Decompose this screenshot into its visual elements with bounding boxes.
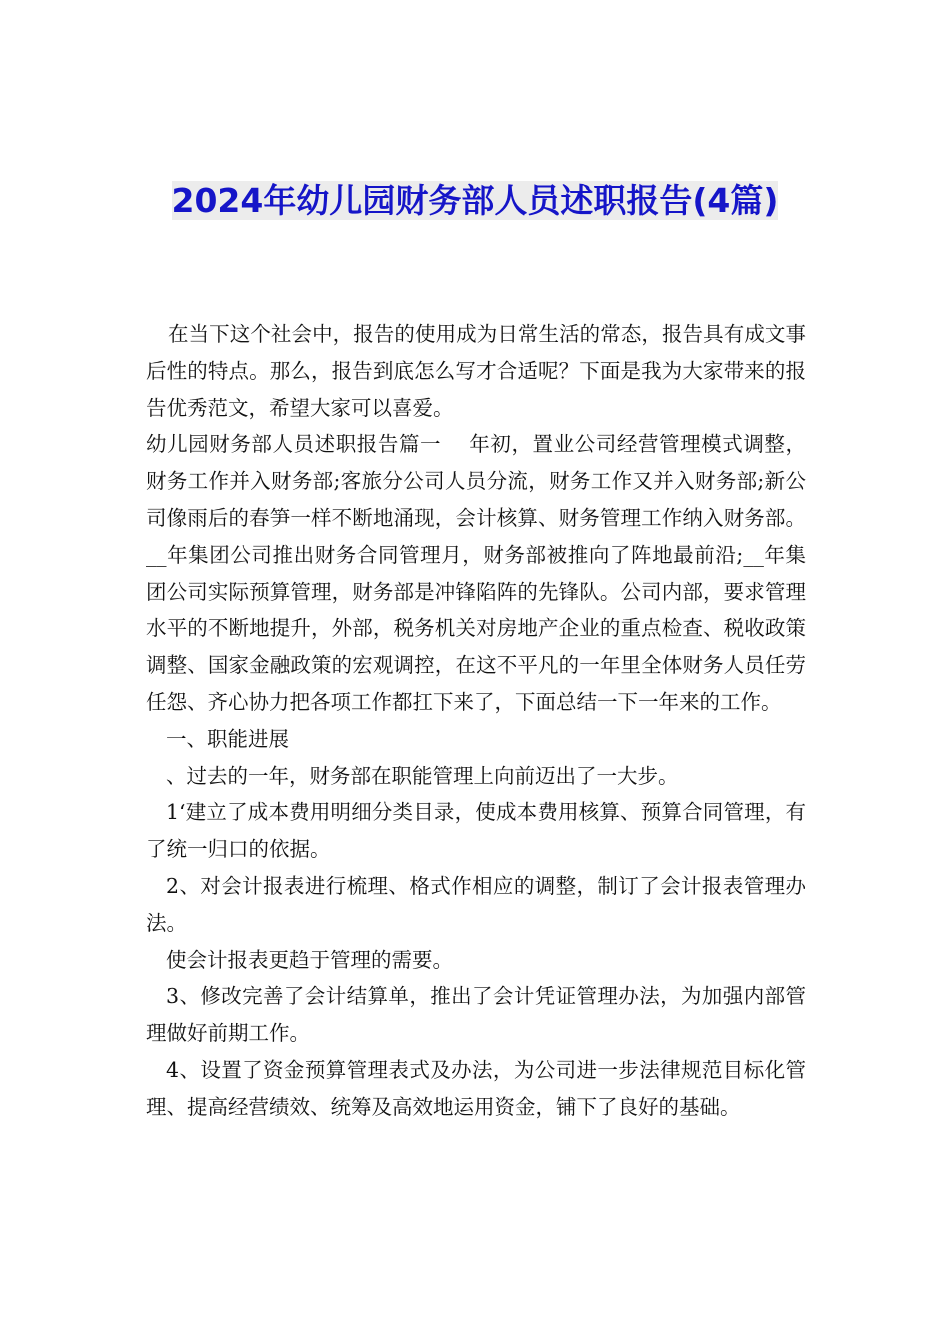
section-heading: 一、职能进展 xyxy=(166,726,289,751)
document-title xyxy=(150,176,800,226)
body-paragraph: 使会计报表更趋于管理的需要。 xyxy=(166,947,453,972)
document-body xyxy=(146,316,806,1126)
document-title-text: 2024年幼儿园财务部人员述职报告(4篇) xyxy=(171,181,779,220)
list-item-2: 2、对会计报表进行梳理、格式作相应的调整，制订了会计报表管理办法。 xyxy=(146,873,806,935)
body-paragraph: 、过去的一年，财务部在职能管理上向前迈出了一大步。 xyxy=(166,763,679,788)
list-item-1: 1‘建立了成本费用明细分类目录，使成本费用核算、预算合同管理，有了统一归口的依据。 xyxy=(146,800,806,862)
list-item-4: 4、设置了资金预算管理表式及办法，为公司进一步法律规范目标化管理、提高经营绩效、统筹及高效地运用资金，铺下了良好的基础。 xyxy=(146,1057,806,1119)
intro-paragraph: 在当下这个社会中，报告的使用成为日常生活的常态，报告具有成文事后性的特点。那么，报告到底怎么写才合适呢？下面是我为大家带来的报告优秀范文，希望大家可以喜爱。 xyxy=(146,322,806,420)
list-item-3: 3、修改完善了会计结算单，推出了会计凭证管理办法，为加强内部管理做好前期工作。 xyxy=(146,984,806,1046)
report-paragraph: 幼儿园财务部人员述职报告篇一 年初，置业公司经营管理模式调整，财务工作并入财务部;客旅分公司人员分流，财务工作又并入财务部;新公司像雨后的春笋一样不断地涌现，会计核算、财务管理工作纳入财务部。__年集团公司推出财务合同管理月，财务部被推向了阵地最前沿;__年集团公司实际预算管理，财务部是冲锋陷阵的先锋队。公司内部，要求管理水平的不断地提升，外部，税务机关对房地产企业的重点检查、税收政策调整、国家金融政策的宏观调控，在这不平凡的一年里全体财务人员任劳任怨、齐心协力把各项工作都扛下来了，下面总结一下一年来的工作。 xyxy=(146,432,806,714)
